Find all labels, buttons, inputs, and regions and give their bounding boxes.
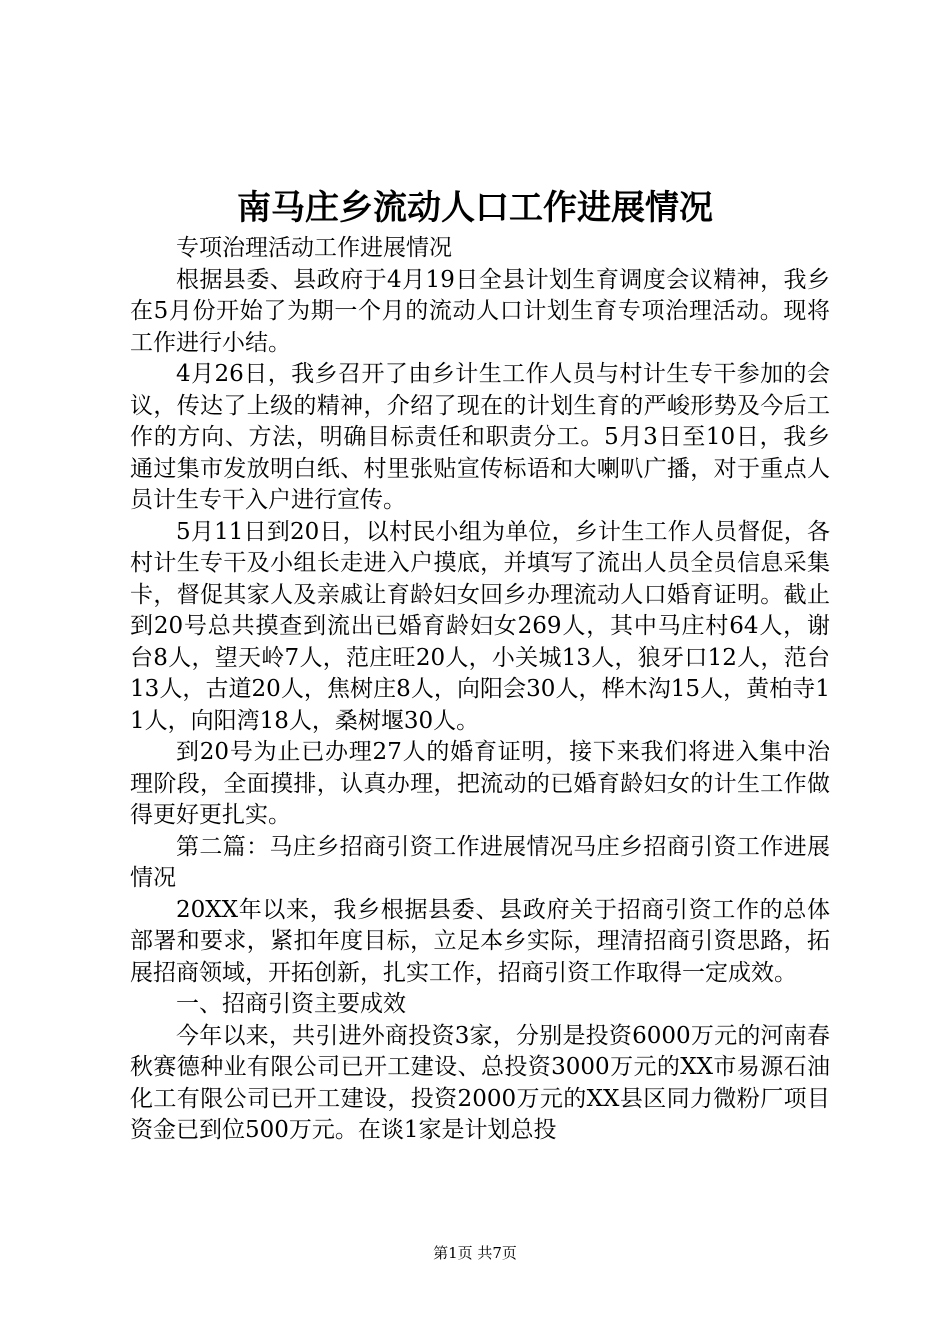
paragraph-investment-intro: 20XX年以来，我乡根据县委、县政府关于招商引资工作的总体部署和要求，紧扣年度目标，立足本乡实际，理清招商引资思路，拓展招商领域，开拓创新，扎实工作，招商引资工作取得一定成效。 (130, 896, 830, 986)
page-footer: 第1页 共7页 (433, 1244, 517, 1262)
paragraph-certificates: 到20号为止已办理27人的婚育证明，接下来我们将进入集中治理阶段，全面摸排，认真办理，把流动的已婚育龄妇女的计生工作做得更好更扎实。 (130, 739, 830, 828)
paragraph-survey: 5月11日到20日，以村民小组为单位，乡计生工作人员督促，各村计生专干及小组长走进入户摸底，并填写了流出人员全员信息采集卡，督促其家人及亲戚让育龄妇女回乡办理流动人口婚育证明。截止到20号总共摸查到流出已婚育龄妇女269人，其中马庄村64人，谢台8人，望天岭7人，范庄旺20人，小关城13人，狼牙口12人，范台13人，古道20人，焦树庄8人，向阳会30人，桦木沟15人，黄柏寺11人，向阳湾18人，桑树堰30人。 (130, 518, 830, 734)
document-body (130, 233, 830, 1147)
paragraph-investment-details: 今年以来，共引进外商投资3家，分别是投资6000万元的河南春秋赛德种业有限公司已开工建设、总投资3000万元的XX市易源石油化工有限公司已开工建设，投资2000万元的XX县区同力微粉厂项目资金已到位500万元。在谈1家是计划总投 (130, 1022, 830, 1143)
paragraph-meeting: 4月26日，我乡召开了由乡计生工作人员与村计生专干参加的会议，传达了上级的精神，介绍了现在的计划生育的严峻形势及今后工作的方向、方法，明确目标责任和职责分工。5月3日至10日，我乡通过集市发放明白纸、村里张贴宣传标语和大喇叭广播，对于重点人员计生专干入户进行宣传。 (130, 361, 830, 513)
paragraph-part-two-heading: 第二篇：马庄乡招商引资工作进展情况马庄乡招商引资工作进展情况 (130, 833, 830, 891)
section-heading-achievements: 一、招商引资主要成效 (176, 991, 406, 1017)
document-title: 南马庄乡流动人口工作进展情况 (237, 188, 713, 228)
paragraph-intro: 根据县委、县政府于4月19日全县计划生育调度会议精神，我乡在5月份开始了为期一个月的流动人口计划生育专项治理活动。现将工作进行小结。 (130, 266, 830, 356)
paragraph-subtitle: 专项治理活动工作进展情况 (176, 235, 452, 261)
